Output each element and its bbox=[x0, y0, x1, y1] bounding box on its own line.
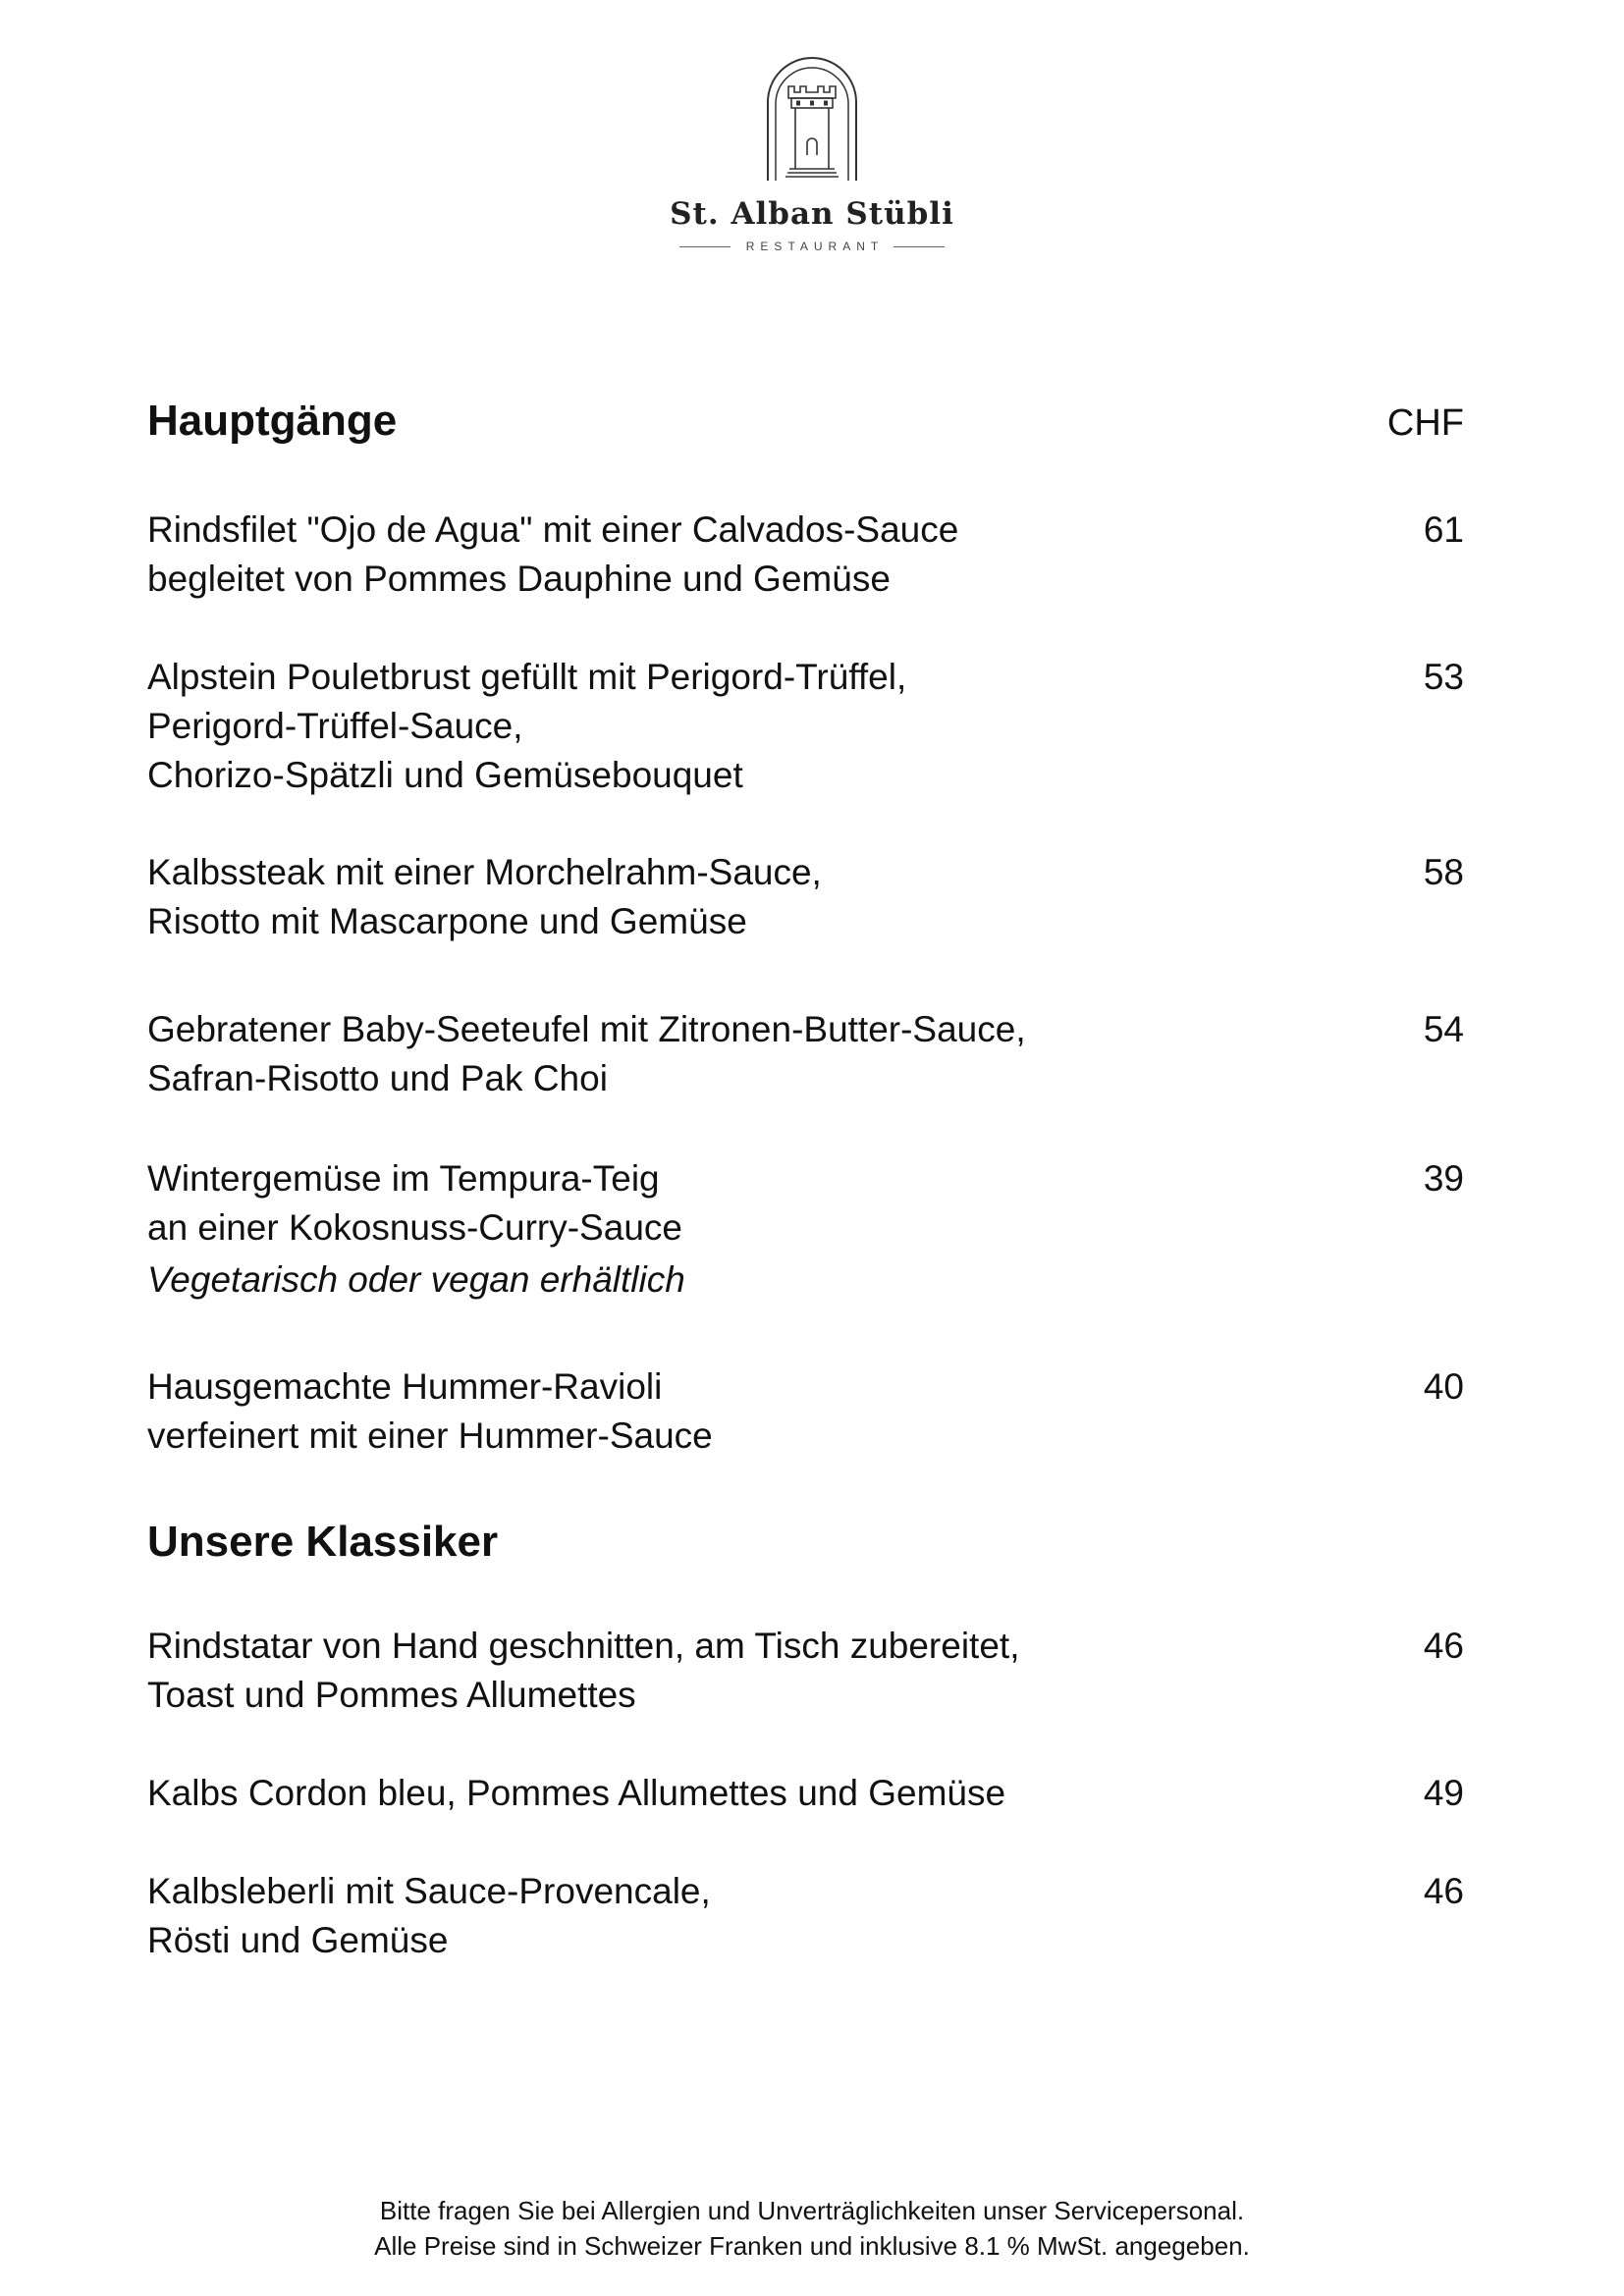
menu-item: Gebratener Baby-Seeteufel mit Zitronen-Butter-Sauce, Safran-Risotto und Pak Choi 54 bbox=[147, 1005, 1464, 1103]
menu-item: Kalbssteak mit einer Morchelrahm-Sauce, Risotto mit Mascarpone und Gemüse 58 bbox=[147, 848, 1464, 946]
menu-item: Alpstein Pouletbrust gefüllt mit Perigord-Trüffel, Perigord-Trüffel-Sauce, Chorizo-Spätzli und Gemüsebouquet 53 bbox=[147, 653, 1464, 800]
price: 53 bbox=[1423, 657, 1464, 697]
section-title: Hauptgänge bbox=[147, 397, 398, 445]
divider bbox=[679, 246, 731, 247]
section-title: Unsere Klassiker bbox=[147, 1518, 499, 1566]
footer-notice bbox=[0, 2193, 1624, 2264]
price: 61 bbox=[1423, 509, 1464, 550]
menu-item: Rindstatar von Hand geschnitten, am Tisch zubereitet, Toast und Pommes Allumettes 46 bbox=[147, 1622, 1464, 1720]
price: 46 bbox=[1423, 1626, 1464, 1666]
divider bbox=[893, 246, 945, 247]
allergy-notice: Bitte fragen Sie bei Allergien und Unverträglichkeiten unser Servicepersonal. bbox=[379, 2196, 1245, 2225]
menu-item: Rindsfilet "Ojo de Agua" mit einer Calvados-Sauce begleitet von Pommes Dauphine und Gemüse 61 bbox=[147, 506, 1464, 604]
price: 49 bbox=[1423, 1773, 1464, 1813]
price: 39 bbox=[1423, 1158, 1464, 1199]
price: 54 bbox=[1423, 1009, 1464, 1049]
restaurant-subtitle: RESTAURANT bbox=[0, 240, 1624, 253]
tower-icon bbox=[765, 57, 859, 183]
item-note: Vegetarisch oder vegan erhältlich bbox=[147, 1259, 685, 1300]
menu-item: Kalbsleberli mit Sauce-Provencale, Rösti und Gemüse 46 bbox=[147, 1867, 1464, 1965]
price: 46 bbox=[1423, 1871, 1464, 1911]
price: 58 bbox=[1423, 852, 1464, 892]
restaurant-logo bbox=[0, 57, 1624, 253]
menu-item: Kalbs Cordon bleu, Pommes Allumettes und Gemüse 49 bbox=[147, 1769, 1464, 1818]
menu-item: Hausgemachte Hummer-Ravioli verfeinert mit einer Hummer-Sauce 40 bbox=[147, 1362, 1464, 1461]
price-notice: Alle Preise sind in Schweizer Franken und inklusive 8.1 % MwSt. angegeben. bbox=[374, 2231, 1250, 2261]
currency-label: CHF bbox=[1386, 402, 1464, 444]
price: 40 bbox=[1423, 1366, 1464, 1407]
restaurant-name: St. Alban Stübli bbox=[670, 196, 954, 232]
menu-item: Wintergemüse im Tempura-Teig an einer Kokosnuss-Curry-Sauce Vegetarisch oder vegan erhältlich 39 bbox=[147, 1154, 1464, 1308]
